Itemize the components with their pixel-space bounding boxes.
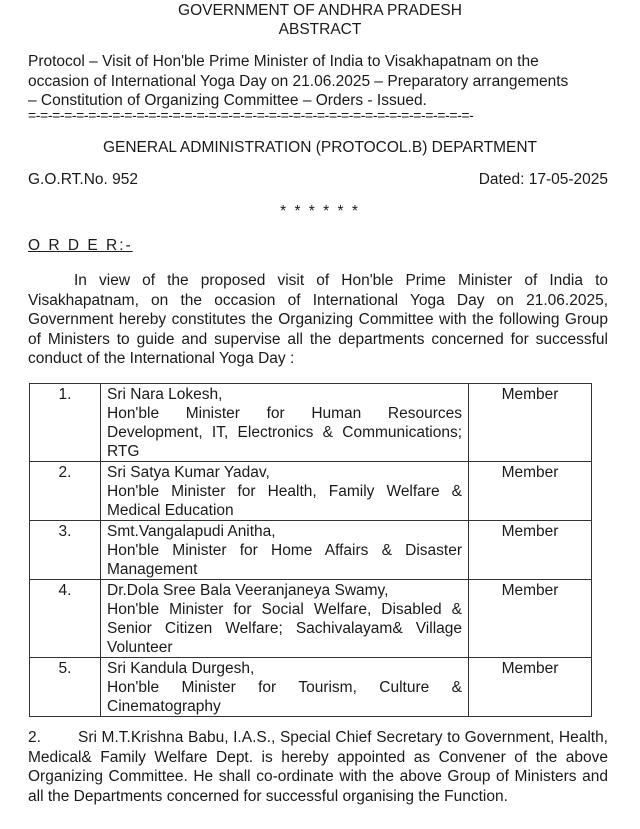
member-details (101, 521, 469, 580)
go-number: G.O.RT.No. 952 (28, 171, 138, 188)
member-number: 4. (30, 580, 101, 658)
member-details (101, 658, 469, 717)
abstract-title: ABSTRACT (278, 21, 362, 38)
separator-line: =-=-=-=-=-=-=-=-=-=-=-=-=-=-=-=-=-=-=-=-=-=-=-=-=-=-=-=-=-=-=-=-=-=-=-=-=- (28, 107, 474, 123)
table-row (30, 462, 592, 521)
table-row (30, 384, 592, 462)
go-date: Dated: 17-05-2025 (478, 171, 608, 188)
document-header (0, 1, 640, 39)
go-info-row (28, 171, 608, 189)
member-details (101, 462, 469, 521)
stars-divider: * * * * * * (280, 203, 360, 220)
subject-block (28, 52, 608, 111)
member-details (101, 384, 469, 462)
member-portfolio: Hon'ble Minister for Social Welfare, Disabled & Senior Citizen Welfare; Sachivalayam& Village Volunteer (107, 601, 462, 656)
member-role: Member (469, 580, 592, 658)
member-number: 2. (30, 462, 101, 521)
member-number: 5. (30, 658, 101, 717)
member-name: Sri Satya Kumar Yadav, (107, 464, 270, 481)
member-portfolio: Hon'ble Minister for Home Affairs & Disaster Management (107, 542, 462, 578)
member-portfolio: Hon'ble Minister for Tourism, Culture & Cinematography (107, 679, 462, 715)
member-name: Dr.Dola Sree Bala Veeranjaneya Swamy, (107, 582, 389, 599)
member-role: Member (469, 462, 592, 521)
member-name: Sri Nara Lokesh, (107, 386, 223, 403)
paragraph-text: Sri M.T.Krishna Babu, I.A.S., Special Chief Secretary to Government, Health, Medical& Family Welfare Dept. is hereby appointed as Convener of the above Organizing Committee. He shall co-ordinate with the above Group of Ministers and all the Departments concerned for successful organising the Function. (28, 729, 608, 805)
member-number: 3. (30, 521, 101, 580)
subject-line: occasion of International Yoga Day on 21.06.2025 – Preparatory arrangements (28, 72, 569, 90)
table-row (30, 658, 592, 717)
department-name: GENERAL ADMINISTRATION (PROTOCOL.B) DEPARTMENT (102, 139, 538, 156)
member-portfolio: Hon'ble Minister for Health, Family Welfare & Medical Education (107, 483, 462, 519)
member-details (101, 580, 469, 658)
member-portfolio: Hon'ble Minister for Human Resources Development, IT, Electronics & Communications; RTG (107, 405, 462, 460)
member-name: Smt.Vangalapudi Anitha, (107, 523, 276, 540)
member-role: Member (469, 384, 592, 462)
member-name: Sri Kandula Durgesh, (107, 660, 255, 677)
government-title: GOVERNMENT OF ANDHRA PRADESH (178, 2, 462, 19)
table-row (30, 580, 592, 658)
order-heading: O R D E R:- (28, 237, 133, 254)
table-row (30, 521, 592, 580)
member-role: Member (469, 521, 592, 580)
member-number: 1. (30, 384, 101, 462)
member-role: Member (469, 658, 592, 717)
subject-line: – Constitution of Organizing Committee – Orders - Issued. (28, 92, 427, 109)
order-paragraph-1: In view of the proposed visit of Hon'ble Prime Minister of India to Visakhapatnam, on the occasion of International Yoga Day on 21.06.2025, Government hereby constitutes the Organizing Committee with the following Group of Ministers to guide and supervise all the departments concerned for successful conduct of the International Yoga Day : (28, 272, 608, 367)
members-table (29, 383, 592, 717)
subject-line: Protocol – Visit of Hon'ble Prime Minister of India to Visakhapatnam on the (28, 53, 539, 70)
order-paragraph-2 (28, 728, 608, 806)
paragraph-index: 2. (28, 729, 41, 746)
